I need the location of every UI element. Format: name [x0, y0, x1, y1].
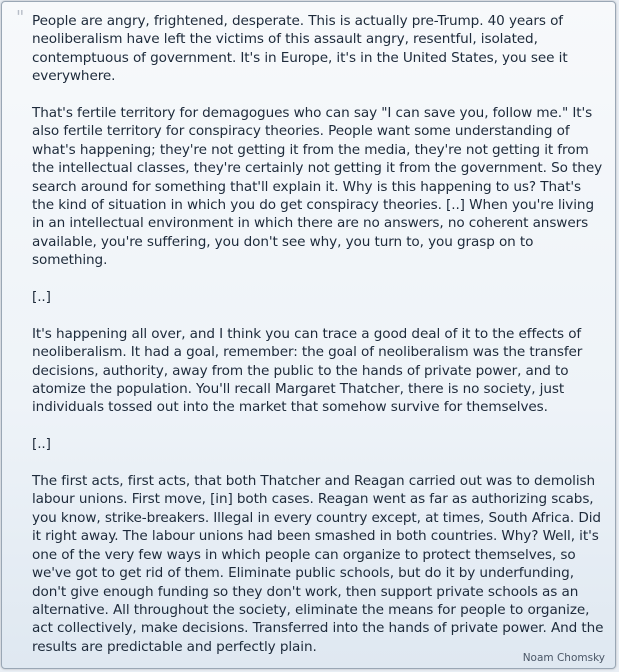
quote-ellipsis: [..] — [32, 436, 51, 453]
quotation-mark-icon: " — [16, 7, 25, 28]
quote-paragraph: That's fertile territory for demagogues who can say "I can save you, follow me." It's also fertile territory for conspiracy theories. People want some understanding of what's happening; they're not getting it from the media, they're not getting it from the intellectual classes, they're certainly not getting it from the government. So they search around for something that'll explain it. Why is this happening to us? That's the kind of situation in which you do get conspiracy theories. [..] When you're living in an intellectual environment in which there are no answers, no coherent answers available, you're suffering, you don't see why, you turn to, you grasp on to something. — [32, 105, 603, 269]
quote-paragraph: People are angry, frightened, desperate. This is actually pre-Trump. 40 years of neoliberalism have left the victims of this assault angry, resentful, isolated, contemptuous of government. It's in Europe, it's in the United States, you see it everywhere. — [32, 13, 568, 85]
quote-paragraph: The first acts, first acts, that both Thatcher and Reagan carried out was to demolish labour unions. First move, [in] both cases. Reagan went as far as authorizing scabs, you know, strike-breakers. Illegal in every country except, at times, South Africa. Did it right away. The labour unions had been smashed in both countries. Why? Well, it's one of the very few ways in which people can organize to protect themselves, so we've got to get rid of them. Eliminate public schools, but do it by underfunding, don't give enough funding so they don't work, then support private schools as an alternative. All throughout the society, eliminate the means for people to organize, act collectively, make decisions. Transferred into the hands of private power. And the results are predictable and perfectly plain. — [32, 473, 604, 655]
quote-paragraph: It's happening all over, and I think you can trace a good deal of it to the effects of neoliberalism. It had a goal, remember: the goal of neoliberalism was the transfer decisions, authority, away from the public to the hands of private power, and to atomize the population. You'll recall Margaret Thatcher, there is no society, just individuals tossed out into the market that somehow survive for themselves. — [32, 325, 583, 416]
quote-author: Noam Chomsky — [522, 652, 605, 664]
quote-body — [32, 12, 607, 656]
quote-ellipsis: [..] — [32, 289, 51, 306]
quote-card — [1, 1, 616, 669]
